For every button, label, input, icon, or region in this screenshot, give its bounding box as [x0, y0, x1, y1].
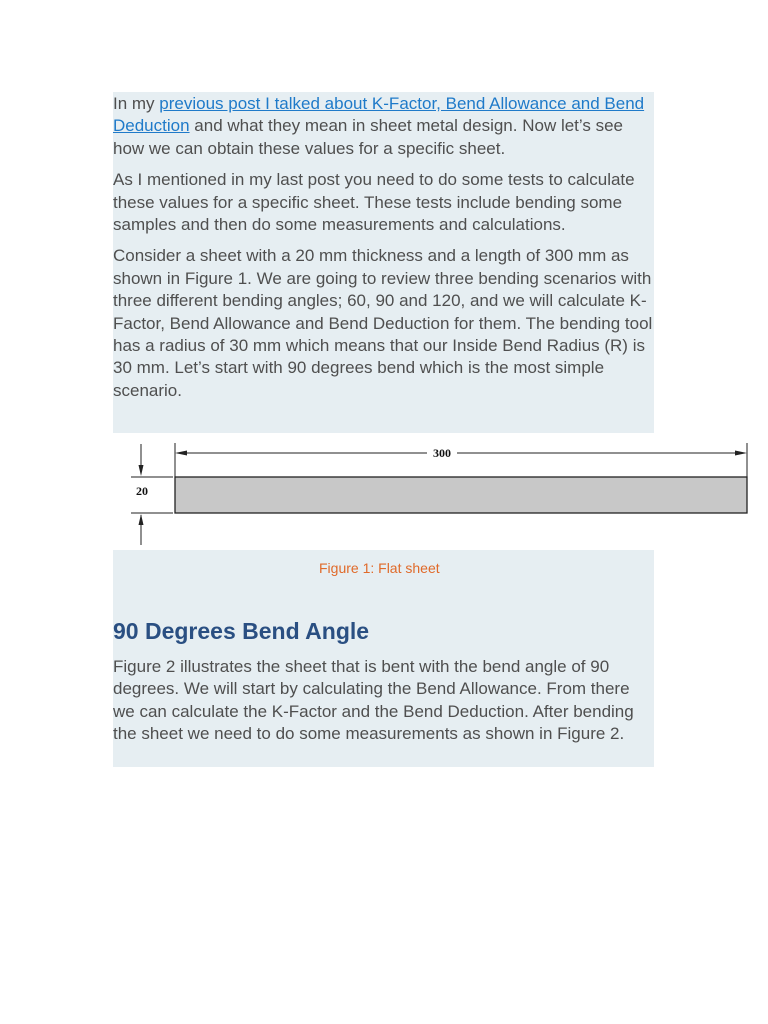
figure-1-flat-sheet	[113, 434, 768, 550]
previous-post-link[interactable]: previous post I talked about K-Factor, Bend Allowance and Bend Deduction	[113, 94, 645, 136]
intro-block	[113, 92, 654, 433]
thickness-label: 20	[136, 484, 148, 498]
thickness-arrowhead-bottom	[139, 514, 144, 525]
length-arrowhead-right	[735, 451, 747, 456]
thickness-arrowhead-top	[139, 465, 144, 476]
intro-paragraph-1-lead: In my	[113, 94, 160, 113]
figure-1-caption: Figure 1: Flat sheet	[319, 560, 440, 576]
intro-paragraph-2: As I mentioned in my last post you need to do some tests to calculate these values for a specific sheet. These tests include bending some samples and then do some measurements and calculations.	[113, 170, 635, 235]
sheet-body	[175, 477, 747, 513]
intro-paragraph-1-rest: and what they mean in sheet metal design. Now let’s see how we can obtain these values for a specific sheet.	[113, 116, 623, 158]
section-block	[113, 550, 654, 767]
length-arrowhead-left	[175, 451, 187, 456]
intro-paragraph-1	[113, 93, 654, 160]
flat-sheet-drawing	[113, 434, 768, 550]
intro-paragraph-3: Consider a sheet with a 20 mm thickness and a length of 300 mm as shown in Figure 1. We are going to review three bending scenarios with three different bending angles; 60, 90 and 120, and we will calculate K-Factor, Bend Allowance and Bend Deduction for them. The bending tool has a radius of 30 mm which means that our Inside Bend Radius (R) is 30 mm. Let’s start with 90 degrees bend which is the most simple scenario.	[113, 246, 653, 400]
section-paragraph: Figure 2 illustrates the sheet that is bent with the bend angle of 90 degrees. We will start by calculating the Bend Allowance. From there we can calculate the K-Factor and the Bend Deduction. After bending the sheet we need to do some measurements as shown in Figure 2.	[113, 657, 634, 744]
length-label: 300	[433, 446, 451, 460]
section-heading: 90 Degrees Bend Angle	[113, 618, 370, 644]
